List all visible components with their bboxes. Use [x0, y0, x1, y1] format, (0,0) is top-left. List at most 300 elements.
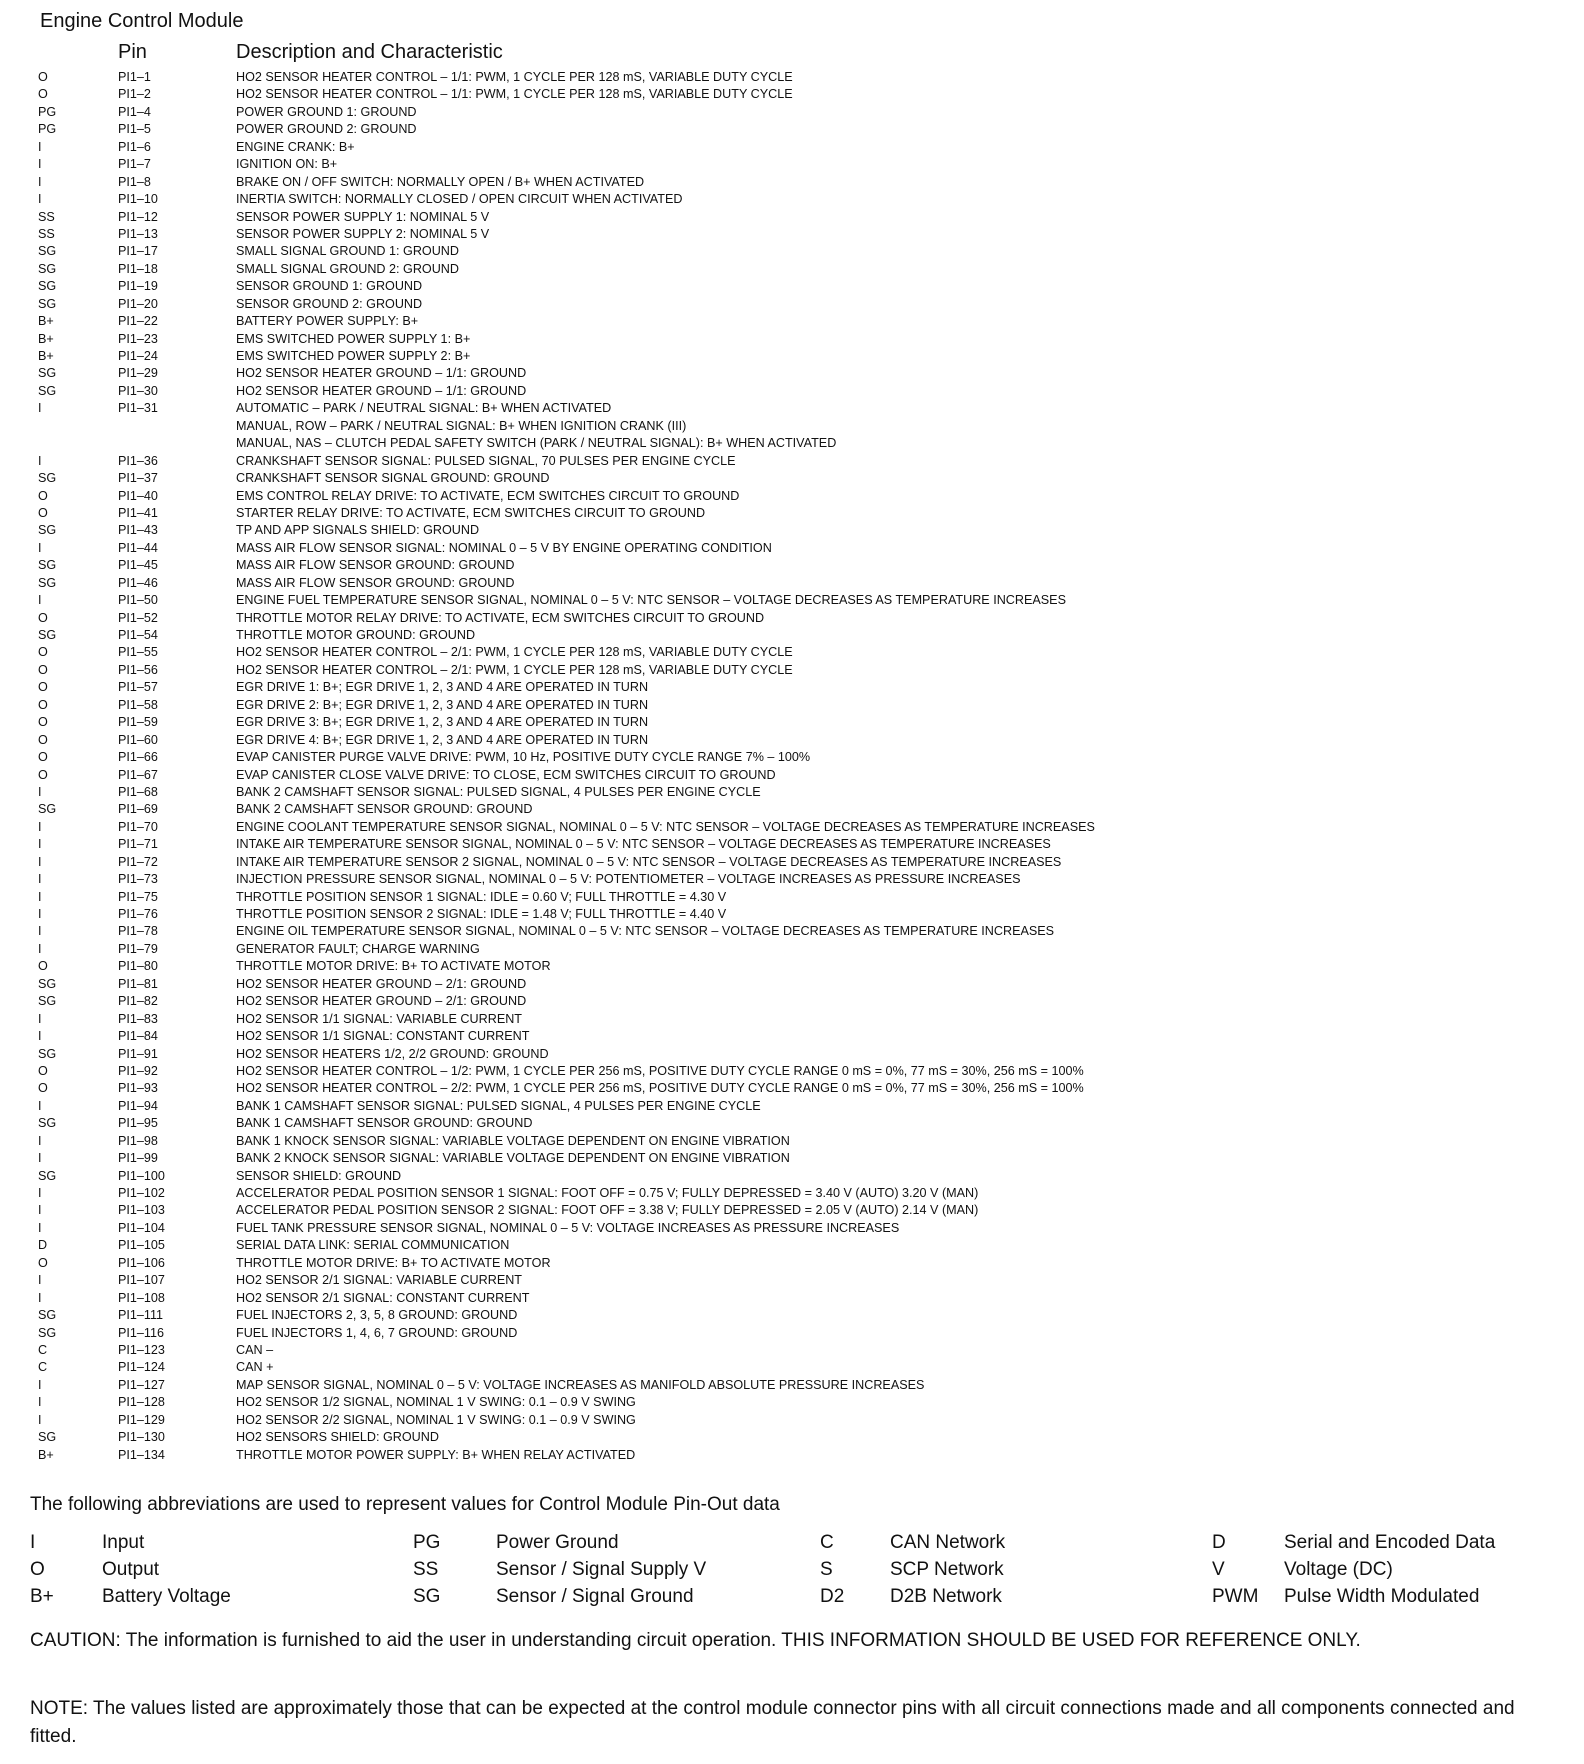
pin-type: SG: [38, 1168, 57, 1183]
pin-type: O: [38, 1081, 48, 1096]
pin-row: [0, 662, 1584, 679]
pin-number: PI1–5: [118, 122, 151, 137]
pin-number: PI1–75: [118, 889, 158, 904]
pin-type: O: [38, 715, 48, 730]
abbreviation-code: D: [1212, 1532, 1226, 1553]
pin-number: PI1–100: [118, 1168, 165, 1183]
pin-type: SG: [38, 261, 57, 276]
pin-number: PI1–18: [118, 261, 158, 276]
pin-row: [0, 906, 1584, 923]
pin-number: PI1–44: [118, 540, 158, 555]
pin-description: HO2 SENSOR HEATER GROUND – 1/1: GROUND: [236, 383, 527, 398]
pin-description: SENSOR GROUND 1: GROUND: [236, 279, 423, 294]
pin-description: THROTTLE MOTOR DRIVE: B+ TO ACTIVATE MOTOR: [236, 959, 551, 974]
pin-description: HO2 SENSOR HEATER CONTROL – 1/2: PWM, 1 CYCLE PER 256 mS, POSITIVE DUTY CYCLE RANGE 0 mS = 0%, 77 mS = 30%, 256 mS = 100%: [236, 1063, 1084, 1078]
pin-type: I: [38, 157, 42, 172]
pin-description: EGR DRIVE 4: B+; EGR DRIVE 1, 2, 3 AND 4 ARE OPERATED IN TURN: [236, 732, 649, 747]
pin-number: PI1–43: [118, 523, 158, 538]
pin-type: I: [38, 872, 42, 887]
abbreviations-title: The following abbreviations are used to represent values for Control Module Pin-Out data: [30, 1494, 780, 1515]
pin-description: ENGINE OIL TEMPERATURE SENSOR SIGNAL, NOMINAL 0 – 5 V: NTC SENSOR – VOLTAGE DECREASES AS TEMPERATURE INCREASES: [236, 924, 1055, 939]
pin-type: SG: [38, 471, 57, 486]
pin-number: PI1–19: [118, 279, 158, 294]
pin-number: PI1–12: [118, 209, 158, 224]
pin-type: O: [38, 70, 48, 84]
pin-description: BANK 2 CAMSHAFT SENSOR SIGNAL: PULSED SIGNAL, 4 PULSES PER ENGINE CYCLE: [236, 784, 761, 799]
pin-row: [0, 1255, 1584, 1272]
pin-number: PI1–130: [118, 1430, 165, 1445]
pin-row: [0, 400, 1584, 417]
pin-type: I: [38, 1133, 42, 1148]
pin-row: [0, 801, 1584, 818]
abbreviation-code: SG: [413, 1586, 441, 1607]
pin-number: PI1–50: [118, 593, 158, 608]
pin-row: [0, 156, 1584, 173]
pin-description: SENSOR POWER SUPPLY 2: NOMINAL 5 V: [236, 226, 490, 241]
pin-number: PI1–13: [118, 226, 158, 241]
pin-row: [0, 644, 1584, 661]
pin-description: ACCELERATOR PEDAL POSITION SENSOR 2 SIGNAL: FOOT OFF = 3.38 V; FULLY DEPRESSED = 2.05 V (AUTO) 2.14 V (MAN): [236, 1203, 979, 1218]
pin-number: PI1–55: [118, 645, 158, 660]
pin-description: MASS AIR FLOW SENSOR GROUND: GROUND: [236, 558, 515, 573]
pin-row: [0, 86, 1584, 103]
pin-description: BANK 2 CAMSHAFT SENSOR GROUND: GROUND: [236, 802, 533, 817]
pin-row: [0, 993, 1584, 1010]
pin-description: POWER GROUND 2: GROUND: [236, 122, 417, 137]
pin-row: [0, 1028, 1584, 1045]
pin-row: [0, 1168, 1584, 1185]
pin-row: [0, 1412, 1584, 1429]
pin-number: PI1–4: [118, 104, 151, 119]
pin-type: O: [38, 732, 48, 747]
pin-type: I: [38, 837, 42, 852]
pin-number: PI1–56: [118, 662, 158, 677]
pin-type: I: [38, 924, 42, 939]
pin-row: [0, 732, 1584, 749]
pin-number: PI1–72: [118, 854, 158, 869]
pin-number: PI1–70: [118, 819, 158, 834]
pin-description: AUTOMATIC – PARK / NEUTRAL SIGNAL: B+ WHEN ACTIVATED: [236, 401, 612, 416]
pin-description: CRANKSHAFT SENSOR SIGNAL: PULSED SIGNAL, 70 PULSES PER ENGINE CYCLE: [236, 453, 736, 468]
pin-row: [0, 1377, 1584, 1394]
pin-type: PG: [38, 104, 57, 119]
pin-row: [0, 889, 1584, 906]
pin-type: O: [38, 680, 48, 695]
pin-description: SMALL SIGNAL GROUND 1: GROUND: [236, 244, 459, 259]
pin-description: INTAKE AIR TEMPERATURE SENSOR 2 SIGNAL, NOMINAL 0 – 5 V: NTC SENSOR – VOLTAGE DECREASES AS TEMPERATURE INCREASES: [236, 854, 1062, 869]
pin-type: O: [38, 645, 48, 660]
pin-type: B+: [38, 314, 54, 329]
pin-row: [0, 1133, 1584, 1150]
pin-number: PI1–24: [118, 349, 158, 363]
pin-description: TP AND APP SIGNALS SHIELD: GROUND: [236, 523, 480, 538]
abbreviation-code: C: [820, 1532, 834, 1553]
pin-row: [0, 1447, 1584, 1464]
pin-description: HO2 SENSOR 2/1 SIGNAL: CONSTANT CURRENT: [236, 1290, 530, 1305]
pin-row: [0, 1220, 1584, 1237]
pin-description: BANK 2 KNOCK SENSOR SIGNAL: VARIABLE VOLTAGE DEPENDENT ON ENGINE VIBRATION: [236, 1151, 790, 1166]
pin-type: I: [38, 941, 42, 956]
pin-description: THROTTLE MOTOR GROUND: GROUND: [236, 628, 476, 642]
pin-type: I: [38, 139, 42, 154]
pin-number: PI1–1: [118, 70, 151, 84]
pin-type: SG: [38, 802, 57, 817]
values-note: NOTE: The values listed are approximately those that can be expected at the control module connector pins with all circuit connections made and all components connected and fitted.: [30, 1698, 1515, 1747]
pin-number: PI1–102: [118, 1186, 165, 1200]
pin-description: SENSOR GROUND 2: GROUND: [236, 296, 423, 311]
pin-number: PI1–80: [118, 959, 158, 974]
pin-row: [0, 836, 1584, 853]
pin-number: PI1–129: [118, 1412, 165, 1427]
pin-type: I: [38, 453, 42, 468]
pin-type: SS: [38, 226, 55, 241]
module-title: Engine Control Module: [40, 10, 244, 32]
pin-description: HO2 SENSOR 1/1 SIGNAL: CONSTANT CURRENT: [236, 1029, 530, 1044]
pin-description: ACCELERATOR PEDAL POSITION SENSOR 1 SIGNAL: FOOT OFF = 0.75 V; FULLY DEPRESSED = 3.40 V (AUTO) 3.20 V (MAN): [236, 1186, 979, 1200]
pin-number: PI1–84: [118, 1029, 158, 1044]
pin-number: PI1–92: [118, 1063, 158, 1078]
abbreviation-meaning: Power Ground: [496, 1532, 619, 1553]
pin-description: GENERATOR FAULT; CHARGE WARNING: [236, 941, 480, 956]
abbreviation-row: [0, 1531, 1584, 1558]
pin-number: PI1–81: [118, 976, 158, 991]
pin-type: I: [38, 1377, 42, 1392]
pin-description: ENGINE FUEL TEMPERATURE SENSOR SIGNAL, NOMINAL 0 – 5 V: NTC SENSOR – VOLTAGE DECREASES AS TEMPERATURE INCREASES: [236, 593, 1066, 608]
pin-description: BANK 1 KNOCK SENSOR SIGNAL: VARIABLE VOLTAGE DEPENDENT ON ENGINE VIBRATION: [236, 1133, 790, 1148]
pin-number: PI1–54: [118, 628, 158, 642]
pin-row: [0, 819, 1584, 836]
pin-row: [0, 488, 1584, 505]
pin-row: [0, 226, 1584, 243]
pin-description: BRAKE ON / OFF SWITCH: NORMALLY OPEN / B+ WHEN ACTIVATED: [236, 174, 645, 189]
caution-note: CAUTION: The information is furnished to aid the user in understanding circuit operation. THIS INFORMATION SHOULD BE USED FOR REFERENCE ONLY.: [30, 1630, 1361, 1651]
pin-number: PI1–8: [118, 174, 151, 189]
pin-type: I: [38, 1011, 42, 1026]
pin-type: O: [38, 662, 48, 677]
pin-number: PI1–52: [118, 610, 158, 625]
pin-description: CRANKSHAFT SENSOR SIGNAL GROUND: GROUND: [236, 471, 550, 486]
pin-description: HO2 SENSOR HEATER GROUND – 2/1: GROUND: [236, 976, 527, 991]
pin-description: BATTERY POWER SUPPLY: B+: [236, 314, 419, 329]
abbreviation-meaning: SCP Network: [890, 1559, 1004, 1580]
pin-number: PI1–29: [118, 366, 158, 381]
pin-type: SG: [38, 1308, 57, 1323]
pin-description: THROTTLE POSITION SENSOR 1 SIGNAL: IDLE = 0.60 V; FULL THROTTLE = 4.30 V: [236, 889, 727, 904]
pin-type: SG: [38, 244, 57, 259]
pin-row: [0, 749, 1584, 766]
abbreviation-code: PWM: [1212, 1586, 1259, 1607]
pin-row: [0, 610, 1584, 627]
pin-number: PI1–78: [118, 924, 158, 939]
abbreviation-meaning: Serial and Encoded Data: [1284, 1532, 1496, 1553]
pin-row: [0, 278, 1584, 295]
pin-type: B+: [38, 331, 54, 346]
pin-description: THROTTLE MOTOR DRIVE: B+ TO ACTIVATE MOTOR: [236, 1255, 551, 1270]
abbreviation-code: D2: [820, 1586, 845, 1607]
pin-row: [0, 209, 1584, 226]
pin-row: [0, 505, 1584, 522]
pin-description: SERIAL DATA LINK: SERIAL COMMUNICATION: [236, 1238, 510, 1253]
pin-number: PI1–123: [118, 1342, 165, 1357]
pin-row: [0, 923, 1584, 940]
pin-number: PI1–69: [118, 802, 158, 817]
pin-type: I: [38, 1273, 42, 1288]
pin-number: PI1–40: [118, 488, 158, 503]
pin-description: INTAKE AIR TEMPERATURE SENSOR SIGNAL, NOMINAL 0 – 5 V: NTC SENSOR – VOLTAGE DECREASES AS TEMPERATURE INCREASES: [236, 837, 1051, 852]
pin-row: [0, 1046, 1584, 1063]
pin-type: I: [38, 784, 42, 799]
pin-type: I: [38, 1098, 42, 1113]
pin-type: SG: [38, 994, 57, 1009]
pin-number: PI1–58: [118, 697, 158, 712]
pin-row: [0, 1150, 1584, 1167]
abbreviation-meaning: Sensor / Signal Supply V: [496, 1559, 707, 1580]
pin-description: CAN +: [236, 1360, 274, 1375]
pin-number: PI1–31: [118, 401, 158, 416]
pin-description: EVAP CANISTER PURGE VALVE DRIVE: PWM, 10 Hz, POSITIVE DUTY CYCLE RANGE 7% – 100%: [236, 750, 811, 765]
pin-description: HO2 SENSOR HEATER CONTROL – 1/1: PWM, 1 CYCLE PER 128 mS, VARIABLE DUTY CYCLE: [236, 70, 793, 84]
pin-description: MASS AIR FLOW SENSOR GROUND: GROUND: [236, 575, 515, 590]
pin-type: I: [38, 1203, 42, 1218]
abbreviation-meaning: CAN Network: [890, 1532, 1006, 1553]
pin-number: PI1–94: [118, 1098, 158, 1113]
pin-row: [0, 697, 1584, 714]
pin-number: PI1–23: [118, 331, 158, 346]
pin-type: SG: [38, 976, 57, 991]
abbreviation-code: O: [30, 1559, 45, 1580]
pin-description: HO2 SENSOR HEATER CONTROL – 2/1: PWM, 1 CYCLE PER 128 mS, VARIABLE DUTY CYCLE: [236, 662, 793, 677]
abbreviation-meaning: Battery Voltage: [102, 1586, 231, 1607]
pin-description: MANUAL, ROW – PARK / NEUTRAL SIGNAL: B+ WHEN IGNITION CRANK (III): [236, 418, 687, 433]
pin-row: [0, 1429, 1584, 1446]
pin-row: [0, 418, 1584, 435]
pin-row: [0, 435, 1584, 452]
pin-number: PI1–6: [118, 139, 151, 154]
pin-number: PI1–124: [118, 1360, 165, 1375]
pin-type: I: [38, 1186, 42, 1200]
pin-type: I: [38, 1290, 42, 1305]
pin-description: FUEL TANK PRESSURE SENSOR SIGNAL, NOMINAL 0 – 5 V: VOLTAGE INCREASES AS PRESSURE INCREASES: [236, 1220, 900, 1235]
pin-description: HO2 SENSOR 2/2 SIGNAL, NOMINAL 1 V SWING: 0.1 – 0.9 V SWING: [236, 1412, 636, 1427]
pin-row: [0, 139, 1584, 156]
pin-row: [0, 1185, 1584, 1202]
pin-number: PI1–22: [118, 314, 158, 329]
pin-row: [0, 1290, 1584, 1307]
pin-number: PI1–71: [118, 837, 158, 852]
pin-description: MASS AIR FLOW SENSOR SIGNAL: NOMINAL 0 – 5 V BY ENGINE OPERATING CONDITION: [236, 540, 772, 555]
pin-row: [0, 1063, 1584, 1080]
pin-type: I: [38, 1151, 42, 1166]
abbreviation-meaning: Pulse Width Modulated: [1284, 1586, 1480, 1607]
pin-type: I: [38, 1395, 42, 1410]
description-column-header: Description and Characteristic: [236, 41, 503, 63]
pin-row: [0, 470, 1584, 487]
pin-row: [0, 174, 1584, 191]
pin-number: PI1–45: [118, 558, 158, 573]
pin-number: PI1–106: [118, 1255, 165, 1270]
pin-description: FUEL INJECTORS 2, 3, 5, 8 GROUND: GROUND: [236, 1308, 518, 1323]
pin-description: INJECTION PRESSURE SENSOR SIGNAL, NOMINAL 0 – 5 V: POTENTIOMETER – VOLTAGE INCREASES AS PRESSURE INCREASES: [236, 872, 1021, 887]
pin-number: PI1–134: [118, 1447, 165, 1462]
pin-description: HO2 SENSOR HEATER CONTROL – 2/2: PWM, 1 CYCLE PER 256 mS, POSITIVE DUTY CYCLE RANGE 0 mS = 0%, 77 mS = 30%, 256 mS = 100%: [236, 1081, 1084, 1096]
pin-number: PI1–17: [118, 244, 158, 259]
pin-description: EVAP CANISTER CLOSE VALVE DRIVE: TO CLOSE, ECM SWITCHES CIRCUIT TO GROUND: [236, 767, 776, 782]
pin-description: HO2 SENSOR HEATER CONTROL – 1/1: PWM, 1 CYCLE PER 128 mS, VARIABLE DUTY CYCLE: [236, 87, 793, 102]
pin-type: SG: [38, 1046, 57, 1061]
pin-number: PI1–105: [118, 1238, 165, 1253]
pin-row: [0, 365, 1584, 382]
pin-description: ENGINE COOLANT TEMPERATURE SENSOR SIGNAL, NOMINAL 0 – 5 V: NTC SENSOR – VOLTAGE DECREASES AS TEMPERATURE INCREASES: [236, 819, 1095, 834]
pin-type: O: [38, 87, 48, 102]
pin-type: C: [38, 1360, 48, 1375]
pin-number: PI1–41: [118, 505, 158, 520]
pin-type: SG: [38, 296, 57, 311]
pin-description: THROTTLE MOTOR POWER SUPPLY: B+ WHEN RELAY ACTIVATED: [236, 1447, 636, 1462]
abbreviation-meaning: Voltage (DC): [1284, 1559, 1393, 1580]
pin-number: PI1–103: [118, 1203, 165, 1218]
pin-row: [0, 104, 1584, 121]
pin-number: PI1–37: [118, 471, 158, 486]
pin-description: THROTTLE MOTOR RELAY DRIVE: TO ACTIVATE, ECM SWITCHES CIRCUIT TO GROUND: [236, 610, 765, 625]
pin-description: SMALL SIGNAL GROUND 2: GROUND: [236, 261, 459, 276]
pin-description: EMS SWITCHED POWER SUPPLY 1: B+: [236, 331, 471, 346]
pin-number: PI1–127: [118, 1377, 165, 1392]
abbreviations-legend: [0, 1531, 1584, 1612]
pin-row: [0, 871, 1584, 888]
pin-number: PI1–36: [118, 453, 158, 468]
pin-table: [0, 69, 1584, 1464]
pin-number: PI1–66: [118, 750, 158, 765]
pin-row: [0, 1272, 1584, 1289]
pin-description: THROTTLE POSITION SENSOR 2 SIGNAL: IDLE = 1.48 V; FULL THROTTLE = 4.40 V: [236, 907, 727, 921]
pin-row: [0, 627, 1584, 644]
pin-description: EGR DRIVE 2: B+; EGR DRIVE 1, 2, 3 AND 4 ARE OPERATED IN TURN: [236, 697, 649, 712]
pin-type: SG: [38, 558, 57, 573]
pin-number: PI1–67: [118, 767, 158, 782]
pin-number: PI1–2: [118, 87, 151, 102]
pin-row: [0, 243, 1584, 260]
abbreviation-row: [0, 1558, 1584, 1585]
abbreviation-code: SS: [413, 1559, 439, 1580]
pin-description: EGR DRIVE 3: B+; EGR DRIVE 1, 2, 3 AND 4 ARE OPERATED IN TURN: [236, 715, 649, 730]
pin-row: [0, 1080, 1584, 1097]
pin-type: I: [38, 593, 42, 608]
abbreviation-row: [0, 1585, 1584, 1612]
pin-type: I: [38, 889, 42, 904]
pin-row: [0, 121, 1584, 138]
pin-type: SG: [38, 575, 57, 590]
abbreviation-code: PG: [413, 1532, 441, 1553]
pin-row: [0, 1115, 1584, 1132]
pin-row: [0, 261, 1584, 278]
pin-type: SG: [38, 523, 57, 538]
pin-type: O: [38, 959, 48, 974]
pin-number: PI1–20: [118, 296, 158, 311]
pin-number: PI1–107: [118, 1273, 165, 1288]
pin-type: I: [38, 1412, 42, 1427]
pin-type: O: [38, 697, 48, 712]
pin-row: [0, 453, 1584, 470]
pin-number: PI1–108: [118, 1290, 165, 1305]
pin-number: PI1–91: [118, 1046, 158, 1061]
pin-row: [0, 854, 1584, 871]
pin-type: B+: [38, 349, 54, 363]
pin-description: BANK 1 CAMSHAFT SENSOR SIGNAL: PULSED SIGNAL, 4 PULSES PER ENGINE CYCLE: [236, 1098, 761, 1113]
pin-type: I: [38, 854, 42, 869]
pin-type: I: [38, 192, 42, 207]
pin-row: [0, 575, 1584, 592]
pin-column-header: Pin: [118, 41, 147, 63]
pin-type: O: [38, 505, 48, 520]
pin-description: MANUAL, NAS – CLUTCH PEDAL SAFETY SWITCH (PARK / NEUTRAL SIGNAL): B+ WHEN ACTIVATED: [236, 436, 837, 451]
pin-description: HO2 SENSOR HEATER GROUND – 1/1: GROUND: [236, 366, 527, 381]
pin-type: I: [38, 401, 42, 416]
pin-row: [0, 679, 1584, 696]
pin-type: I: [38, 540, 42, 555]
pin-type: SG: [38, 1430, 57, 1445]
pin-type: I: [38, 819, 42, 834]
pin-type: I: [38, 1029, 42, 1044]
pin-description: HO2 SENSORS SHIELD: GROUND: [236, 1430, 439, 1445]
pin-type: I: [38, 907, 42, 921]
pin-row: [0, 1202, 1584, 1219]
pin-description: CAN –: [236, 1342, 274, 1357]
pin-type: PG: [38, 122, 57, 137]
abbreviation-meaning: Output: [102, 1559, 160, 1580]
pin-number: PI1–30: [118, 383, 158, 398]
pin-number: PI1–128: [118, 1395, 165, 1410]
pin-number: PI1–57: [118, 680, 158, 695]
abbreviation-code: I: [30, 1532, 36, 1553]
pin-description: SENSOR POWER SUPPLY 1: NOMINAL 5 V: [236, 209, 490, 224]
pin-type: O: [38, 1255, 48, 1270]
pin-row: [0, 976, 1584, 993]
pin-type: C: [38, 1342, 48, 1357]
pin-description: HO2 SENSOR 1/2 SIGNAL, NOMINAL 1 V SWING: 0.1 – 0.9 V SWING: [236, 1395, 636, 1410]
pin-row: [0, 941, 1584, 958]
pin-type: I: [38, 174, 42, 189]
pin-description: SENSOR SHIELD: GROUND: [236, 1168, 402, 1183]
pin-description: FUEL INJECTORS 1, 4, 6, 7 GROUND: GROUND: [236, 1325, 518, 1340]
pin-row: [0, 383, 1584, 400]
pin-row: [0, 69, 1584, 86]
pin-number: PI1–60: [118, 732, 158, 747]
abbreviation-meaning: D2B Network: [890, 1586, 1002, 1607]
abbreviation-code: B+: [30, 1586, 54, 1607]
pin-type: O: [38, 767, 48, 782]
pin-description: HO2 SENSOR 2/1 SIGNAL: VARIABLE CURRENT: [236, 1273, 523, 1288]
pin-description: EMS CONTROL RELAY DRIVE: TO ACTIVATE, ECM SWITCHES CIRCUIT TO GROUND: [236, 488, 740, 503]
pin-number: PI1–73: [118, 872, 158, 887]
pin-description: HO2 SENSOR 1/1 SIGNAL: VARIABLE CURRENT: [236, 1011, 523, 1026]
pin-number: PI1–68: [118, 784, 158, 799]
abbreviation-code: S: [820, 1559, 833, 1580]
pin-type: SS: [38, 209, 55, 224]
pin-row: [0, 1342, 1584, 1359]
pin-row: [0, 191, 1584, 208]
pin-row: [0, 331, 1584, 348]
pin-row: [0, 1359, 1584, 1376]
pin-number: PI1–83: [118, 1011, 158, 1026]
pin-row: [0, 296, 1584, 313]
pin-number: PI1–98: [118, 1133, 158, 1148]
pin-description: EGR DRIVE 1: B+; EGR DRIVE 1, 2, 3 AND 4 ARE OPERATED IN TURN: [236, 680, 649, 695]
pin-number: PI1–59: [118, 715, 158, 730]
pin-number: PI1–10: [118, 192, 158, 207]
abbreviation-code: V: [1212, 1559, 1225, 1580]
pin-number: PI1–76: [118, 907, 158, 921]
pin-number: PI1–82: [118, 994, 158, 1009]
